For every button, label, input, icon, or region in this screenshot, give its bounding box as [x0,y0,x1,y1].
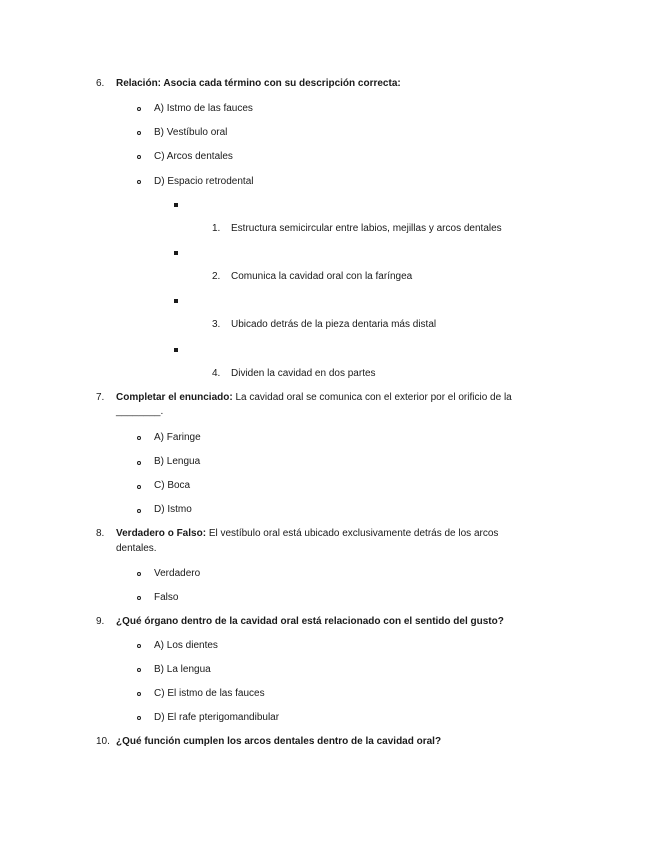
question-title: Relación: Asocia cada término con su descripción correcta: [116,78,401,89]
option: A) Faringe [154,432,201,443]
option: D) Istmo [154,504,192,515]
question-number: 8. [96,528,105,539]
description-text: Comunica la cavidad oral con la faríngea [231,271,413,282]
circle-bullet-icon [137,180,141,184]
question-statement-continued: dentales. [116,543,157,554]
option: C) Boca [154,480,191,491]
circle-bullet-icon [137,692,141,696]
description-number: 2. [212,271,221,282]
question-statement: La cavidad oral se comunica con el exterior por el orificio de la [235,392,512,403]
description-number: 3. [212,319,221,330]
description-number: 4. [212,368,221,379]
option: B) Vestíbulo oral [154,127,228,138]
description-number: 1. [212,223,221,234]
question-title: ¿Qué función cumplen los arcos dentales dentro de la cavidad oral? [116,736,442,747]
circle-bullet-icon [137,436,141,440]
option: D) Espacio retrodental [154,176,254,187]
option: B) La lengua [154,664,211,675]
option: A) Istmo de las fauces [154,103,253,114]
circle-bullet-icon [137,155,141,159]
description-text: Dividen la cavidad en dos partes [231,368,376,379]
square-bullet-icon [174,203,178,207]
square-bullet-icon [174,299,178,303]
question-number: 9. [96,616,105,627]
option: C) Arcos dentales [154,151,233,162]
option: Verdadero [154,568,201,579]
square-bullet-icon [174,348,178,352]
circle-bullet-icon [137,461,141,465]
circle-bullet-icon [137,131,141,135]
question-line [116,391,512,405]
question-title: ¿Qué órgano dentro de la cavidad oral está relacionado con el sentido del gusto? [116,616,504,627]
description-text: Ubicado detrás de la pieza dentaria más distal [231,319,437,330]
circle-bullet-icon [137,668,141,672]
circle-bullet-icon [137,485,141,489]
circle-bullet-icon [137,644,141,648]
question-line [116,527,498,541]
question-statement-continued: ________. [116,406,164,417]
question-title: Completar el enunciado: [116,392,233,403]
option: B) Lengua [154,456,201,467]
question-title: Verdadero o Falso: [116,528,207,539]
circle-bullet-icon [137,716,141,720]
square-bullet-icon [174,251,178,255]
circle-bullet-icon [137,107,141,111]
question-number: 7. [96,392,105,403]
circle-bullet-icon [137,596,141,600]
question-number: 10. [96,736,110,747]
option: C) El istmo de las fauces [154,688,265,699]
question-statement: El vestíbulo oral está ubicado exclusivamente detrás de los arcos [208,528,499,539]
description-text: Estructura semicircular entre labios, mejillas y arcos dentales [231,223,502,234]
question-number: 6. [96,78,105,89]
circle-bullet-icon [137,572,141,576]
option: Falso [154,592,179,603]
circle-bullet-icon [137,509,141,513]
option: D) El rafe pterigomandibular [154,712,280,723]
option: A) Los dientes [154,640,218,651]
